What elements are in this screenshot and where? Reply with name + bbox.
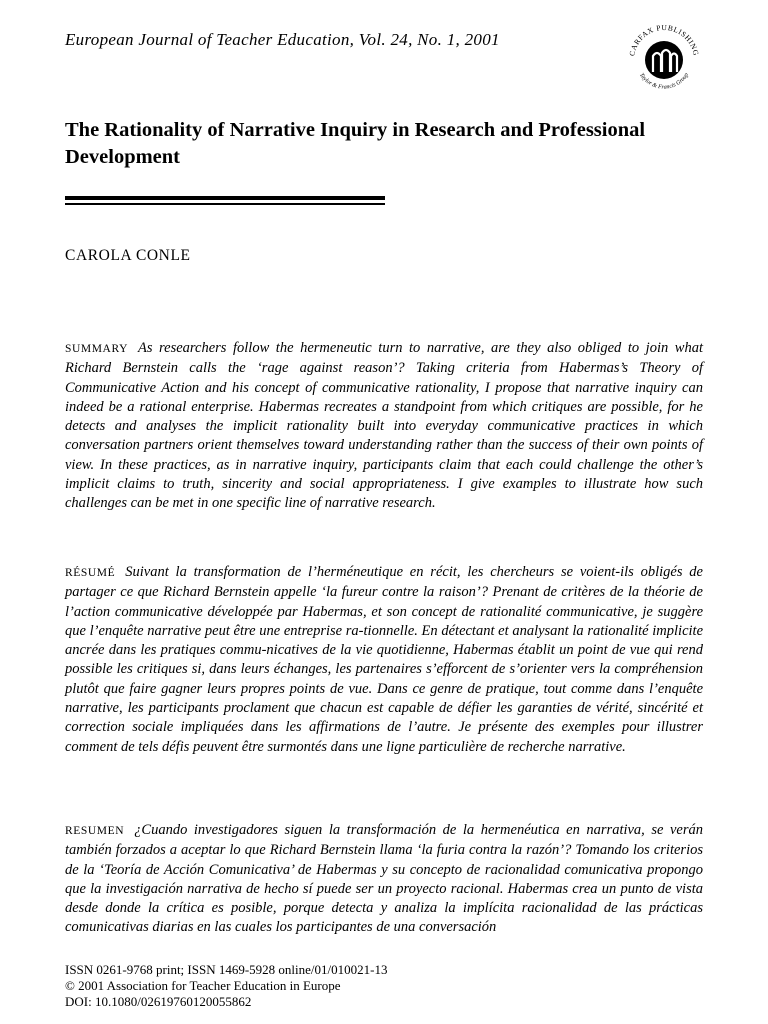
logo-subtext: Taylor & Francis Group	[637, 72, 691, 91]
resumen-heading: RESUMEN	[65, 825, 125, 837]
resumen-abstract	[65, 821, 703, 949]
summary-heading: SUMMARY	[65, 343, 128, 355]
logo-text: CARFAX PUBLISHING	[627, 22, 701, 57]
summary-text: As researchers follow the hermeneutic turn to narrative, are they also obliged to join what Richard Bernstein calls the ‘rage against reason’? Taking criteria from Habermas’s Theory of Communicative Action and his concept of communicative rationality, I propose that narrative inquiry can indeed be a rational enterprise. Habermas recreates a standpoint from which critiques are possible, for he detects and analyses the implicit rationality built into everyday communicative practices in which conversation partners orient themselves toward understanding rather than the success of their own points of view. In these practices, as in narrative inquiry, participants claim that each could challenge the other’s implicit claims to truth, sincerity and social appropriateness. I give examples to illustrate how such challenges can be met in one specific line of narrative research.	[65, 340, 703, 512]
resume-heading: RÉSUMÉ	[65, 567, 116, 579]
issn-line: ISSN 0261-9768 print; ISSN 1469-5928 online/01/010021-13	[65, 962, 388, 977]
author-name: CAROLA CONLE	[65, 247, 191, 264]
title-rule-thick	[65, 196, 385, 200]
resumen-text: ¿Cuando investigadores siguen la transformación de la hermenéutica en narrativa, se verán también forzados a aceptar lo que Richard Bernstein llama ‘la furia contra la razón’? Tomando los criterios de la ‘Teoría de Acción Comunicativa’ de Habermas y su concepto de racionalidad comunicativa propongo que la investigación narrativa de hecho sí puede ser un proyecto racional. Habermas crea un punto de vista desde donde la crítica es posible, porque detecta y analiza la implícita racionalidad de las prácticas comunicativas diarias en las cuales los participantes de una conversación	[65, 822, 703, 936]
carfax-publishing-logo	[624, 20, 704, 100]
title-rule-thin	[65, 203, 385, 205]
journal-header: European Journal of Teacher Education, Vol. 24, No. 1, 2001	[65, 30, 500, 49]
summary-abstract	[65, 339, 703, 514]
doi-line: DOI: 10.1080/02619760120055862	[65, 994, 252, 1009]
resume-text: Suivant la transformation de l’herméneutique en récit, les chercheurs se voient-ils obligés de partager ce que Richard Bernstein appelle ‘la fureur contre la raison’? Prenant de critères de la théorie de l’action communicative développée par Habermas, et son concept de rationalité communicative, je suggère que l’enquête narrative peut être une entreprise ra-tionnelle. En détectant et analysant la rationalité implicite ancrée dans les pratiques commu-nicatives de la vie quotidienne, Habermas établit un point de vue qui rend possible les critiques si, dans leurs échanges, les partenaires s’efforcent de s’orienter vers la compréhension plutôt que faire gagner leurs propres points de vue. Dans ce genre de pratique, tout comme dans l’enquête narrative, les participants proclament que chacun est capable de défier les garanties de vérité, sincérité et correction sociale impliquées dans les affirmations de l’autre. Je présente des exemples pour illustrer comment de tels défis peuvent être surmontés dans une ligne particulière de recherche narrative.	[65, 564, 703, 755]
copyright-line: © 2001 Association for Teacher Education in Europe	[65, 978, 341, 993]
publication-footer	[65, 962, 387, 1010]
resume-abstract	[65, 563, 703, 757]
article-title: The Rationality of Narrative Inquiry in Research and Professional Development	[65, 119, 646, 168]
